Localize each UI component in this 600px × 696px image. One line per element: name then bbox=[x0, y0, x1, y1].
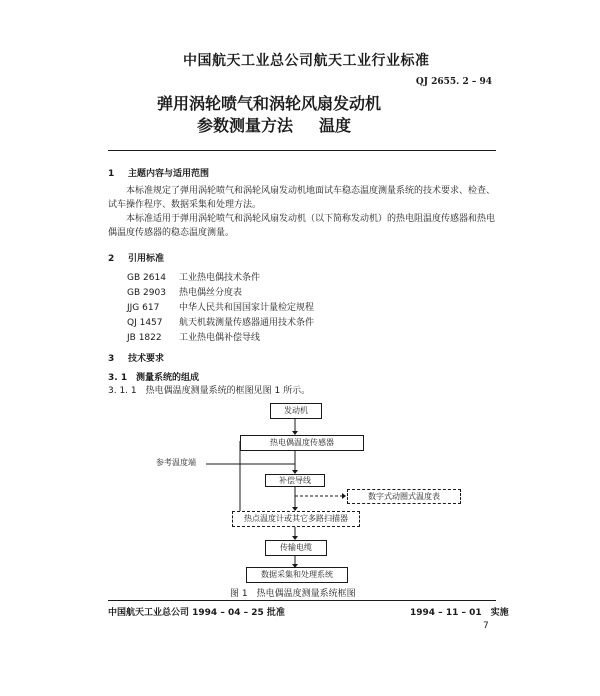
title-line-1: 弹用涡轮喷气和涡轮风扇发动机 bbox=[157, 94, 382, 113]
transmission-cable-box: 传输电缆 bbox=[265, 540, 327, 556]
section-1-paragraph-1: 本标准规定了弹用涡轮喷气和涡轮风扇发动机地面试车稳态温度测量系统的技术要求、检查、试车操作程序、数据采集和处理方法。 bbox=[108, 186, 496, 210]
reference-item: GB 2614 工业热电偶技术条件 bbox=[127, 273, 261, 283]
sensor-box: 热电偶温度传感器 bbox=[240, 435, 364, 451]
subsection-3-1-1: 3. 1. 1 热电偶温度测量系统的框图见图 1 所示。 bbox=[108, 386, 311, 396]
reference-junction-label: 参考温度端 bbox=[156, 458, 196, 467]
page-number: 7 bbox=[483, 621, 489, 631]
reference-item: JB 1822 工业热电偶补偿导线 bbox=[127, 333, 261, 343]
figure-caption: 图 1 热电偶温度测量系统框图 bbox=[230, 589, 356, 599]
scanner-box: 热点温度计或其它多路扫描器 bbox=[232, 511, 360, 527]
standard-number: QJ 2655. 2 – 94 bbox=[415, 77, 492, 87]
section-2-heading: 2 引用标准 bbox=[108, 254, 165, 264]
section-3-heading: 3 技术要求 bbox=[108, 354, 165, 364]
data-acquisition-box: 数据采集和处理系统 bbox=[246, 567, 348, 583]
title-part-b: 温度 bbox=[319, 116, 352, 135]
reference-item: JJG 617 中华人民共和国国家计量检定规程 bbox=[127, 303, 315, 313]
section-1-paragraph-2: 本标准适用于弹用涡轮喷气和涡轮风扇发动机（以下简称发动机）的热电阻温度传感器和热电偶温度传感器的稳态温度测量。 bbox=[108, 214, 496, 238]
compensation-wire-box: 补偿导线 bbox=[265, 474, 325, 487]
effective-date: 1994 – 11 – 01 实施 bbox=[410, 608, 509, 618]
reference-item: QJ 1457 航天机载测量传感器通用技术条件 bbox=[127, 318, 315, 328]
subsection-3-1-heading: 3. 1 测量系统的组成 bbox=[108, 373, 200, 383]
engine-box: 发动机 bbox=[270, 403, 322, 419]
issuing-organization: 中国航天工业总公司航天工业行业标准 bbox=[183, 53, 430, 69]
reference-item: GB 2903 热电偶丝分度表 bbox=[127, 288, 243, 298]
digital-meter-box: 数字式动圈式温度表 bbox=[347, 489, 461, 504]
approval-line: 中国航天工业总公司 1994 – 04 – 25 批准 bbox=[108, 608, 285, 618]
title-part-a: 参数测量方法 bbox=[197, 116, 294, 135]
footer-rule bbox=[108, 600, 496, 601]
section-1-heading: 1 主题内容与适用范围 bbox=[108, 169, 210, 179]
